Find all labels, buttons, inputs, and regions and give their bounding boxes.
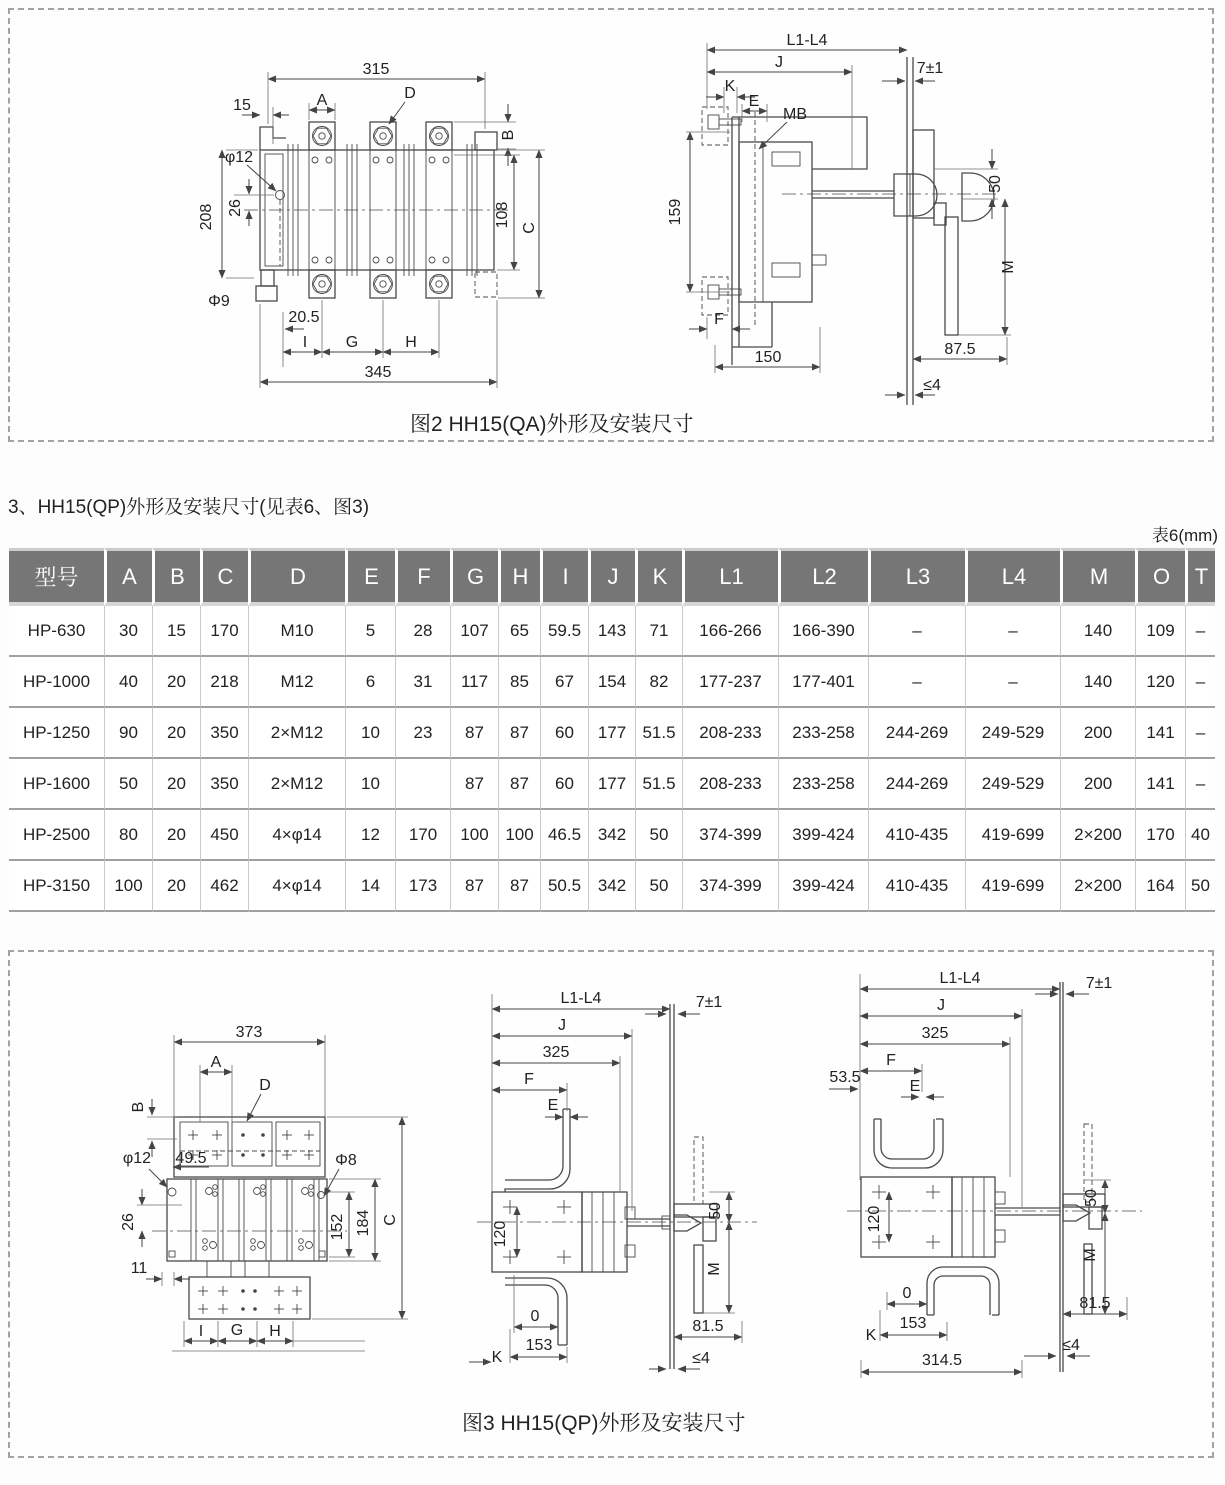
value-cell: 10 bbox=[345, 708, 395, 759]
value-cell: 100 bbox=[498, 810, 540, 861]
value-cell: 166-266 bbox=[682, 606, 778, 657]
dimension-label: 325 bbox=[921, 1025, 949, 1042]
value-cell: 233-258 bbox=[778, 759, 868, 810]
mounting-panel bbox=[907, 57, 913, 405]
dimension-label: φ12 bbox=[224, 149, 254, 166]
model-cell: HP-630 bbox=[9, 606, 104, 657]
dimension-label: J bbox=[775, 54, 783, 71]
dimension-label: 120 bbox=[866, 1205, 883, 1233]
dimension-label: G bbox=[230, 1322, 244, 1339]
dimension-label: L1-L4 bbox=[560, 990, 602, 1007]
value-cell: 177 bbox=[588, 759, 635, 810]
value-cell: 82 bbox=[635, 657, 682, 708]
mounting-panel bbox=[670, 1004, 674, 1369]
dimension-label: A bbox=[316, 92, 328, 109]
dimension-label: 184 bbox=[355, 1209, 372, 1237]
value-cell: 71 bbox=[635, 606, 682, 657]
value-cell: 15 bbox=[152, 606, 200, 657]
value-cell: 200 bbox=[1060, 708, 1135, 759]
dimension-label: 26 bbox=[120, 1213, 137, 1231]
model-cell: HP-3150 bbox=[9, 861, 104, 912]
value-cell: 80 bbox=[104, 810, 152, 861]
column-header: L2 bbox=[778, 548, 868, 606]
dimension-label: ≤4 bbox=[692, 1350, 710, 1367]
shaft-and-handle bbox=[627, 1137, 717, 1313]
dimension-label: 0 bbox=[902, 1285, 912, 1302]
value-cell: 46.5 bbox=[540, 810, 588, 861]
bottom-terminal-block bbox=[189, 1261, 310, 1319]
value-cell: 28 bbox=[395, 606, 450, 657]
dimension-label: C bbox=[521, 222, 538, 234]
bolt-assemblies bbox=[702, 107, 741, 315]
dimension-label: φ12 bbox=[122, 1150, 152, 1167]
value-cell: 399-424 bbox=[778, 861, 868, 912]
value-cell: 244-269 bbox=[868, 708, 965, 759]
value-cell: 154 bbox=[588, 657, 635, 708]
model-cell: HP-1000 bbox=[9, 657, 104, 708]
value-cell: 2×M12 bbox=[248, 759, 345, 810]
value-cell: 40 bbox=[104, 657, 152, 708]
dimension-label: 150 bbox=[754, 349, 782, 366]
value-cell: 140 bbox=[1060, 606, 1135, 657]
value-cell: 10 bbox=[345, 759, 395, 810]
dimension-label: 345 bbox=[364, 364, 392, 381]
upper-bracket bbox=[505, 1109, 570, 1192]
value-cell: 31 bbox=[395, 657, 450, 708]
value-cell: 87 bbox=[450, 861, 498, 912]
column-header: M bbox=[1060, 548, 1135, 606]
dimension-label: 208 bbox=[198, 203, 215, 231]
value-cell: 374-399 bbox=[682, 861, 778, 912]
value-cell: 87 bbox=[450, 708, 498, 759]
lower-u-bracket bbox=[927, 1267, 999, 1315]
value-cell: 117 bbox=[450, 657, 498, 708]
value-cell: 177 bbox=[588, 708, 635, 759]
column-header: I bbox=[540, 548, 588, 606]
model-cell: HP-2500 bbox=[9, 810, 104, 861]
dimension-label: 373 bbox=[235, 1024, 263, 1041]
dimension-label: ≤4 bbox=[923, 377, 941, 394]
value-cell: M10 bbox=[248, 606, 345, 657]
value-cell: 5 bbox=[345, 606, 395, 657]
value-cell: 173 bbox=[395, 861, 450, 912]
dimension-label: I bbox=[198, 1323, 204, 1340]
value-cell: 249-529 bbox=[965, 708, 1060, 759]
dimension-label: K bbox=[491, 1349, 503, 1366]
model-cell: HP-1600 bbox=[9, 759, 104, 810]
value-cell: – bbox=[868, 606, 965, 657]
column-header: L4 bbox=[965, 548, 1060, 606]
mounting-panel bbox=[1060, 982, 1063, 1372]
figure3-panel bbox=[8, 950, 1214, 1458]
dimension-label: Φ9 bbox=[208, 293, 230, 310]
dimension-label: 81.5 bbox=[692, 1318, 724, 1335]
table-unit-note: 表6(mm) bbox=[1151, 526, 1218, 545]
value-cell: 50 bbox=[1185, 861, 1215, 912]
dimension-label: M bbox=[1082, 1248, 1099, 1262]
dimension-label: F bbox=[524, 1071, 534, 1088]
dimensions bbox=[137, 1035, 408, 1351]
value-cell: 100 bbox=[450, 810, 498, 861]
table-row bbox=[9, 708, 1215, 759]
value-cell: 23 bbox=[395, 708, 450, 759]
dimension-label: MB bbox=[783, 106, 807, 123]
value-cell: 59.5 bbox=[540, 606, 588, 657]
value-cell: 374-399 bbox=[682, 810, 778, 861]
column-header: 型号 bbox=[9, 548, 104, 606]
dimension-label: 152 bbox=[329, 1213, 346, 1241]
dimension-label: 159 bbox=[667, 198, 684, 226]
column-header: J bbox=[588, 548, 635, 606]
dimension-label: 120 bbox=[492, 1220, 509, 1248]
value-cell: 120 bbox=[1135, 657, 1185, 708]
dimension-label: F bbox=[886, 1052, 896, 1069]
dimension-label: 153 bbox=[899, 1315, 927, 1332]
value-cell: – bbox=[868, 657, 965, 708]
shaft-and-handle bbox=[995, 1124, 1105, 1314]
table-row bbox=[9, 810, 1215, 861]
value-cell: 200 bbox=[1060, 759, 1135, 810]
value-cell: 67 bbox=[540, 657, 588, 708]
dimension-label: ≤4 bbox=[1062, 1337, 1080, 1354]
figure3-side-view-drawing-1 bbox=[457, 969, 817, 1384]
dimension-label: 153 bbox=[525, 1337, 553, 1354]
value-cell: 208-233 bbox=[682, 759, 778, 810]
table-row bbox=[9, 759, 1215, 810]
value-cell: 450 bbox=[200, 810, 248, 861]
column-header: B bbox=[152, 548, 200, 606]
shaft-and-handle bbox=[812, 130, 994, 335]
value-cell: 12 bbox=[345, 810, 395, 861]
table-row bbox=[9, 657, 1215, 708]
dimension-label: 314.5 bbox=[921, 1352, 963, 1369]
dimension-label: 81.5 bbox=[1079, 1295, 1111, 1312]
dimension-label: 11 bbox=[130, 1260, 148, 1277]
dimension-table bbox=[9, 548, 1215, 912]
model-cell: HP-1250 bbox=[9, 708, 104, 759]
value-cell: – bbox=[965, 657, 1060, 708]
table-row bbox=[9, 606, 1215, 657]
value-cell: 208-233 bbox=[682, 708, 778, 759]
value-cell: 410-435 bbox=[868, 861, 965, 912]
dimension-label: 0 bbox=[530, 1308, 540, 1325]
value-cell: 90 bbox=[104, 708, 152, 759]
dimension-label: H bbox=[405, 334, 417, 351]
figure2-caption: 图2 HH15(QA)外形及安装尺寸 bbox=[410, 413, 694, 436]
column-header: E bbox=[345, 548, 395, 606]
value-cell: – bbox=[1185, 708, 1215, 759]
dimension-label: 53.5 bbox=[829, 1069, 861, 1086]
value-cell: 65 bbox=[498, 606, 540, 657]
value-cell: 170 bbox=[395, 810, 450, 861]
value-cell: 177-237 bbox=[682, 657, 778, 708]
dimension-label: B bbox=[500, 129, 517, 141]
dimension-label: D bbox=[404, 85, 416, 102]
figure3-front-view-drawing bbox=[97, 989, 447, 1364]
figure3-side-view-drawing-2 bbox=[827, 952, 1219, 1387]
dimension-label: G bbox=[345, 334, 359, 351]
column-header: C bbox=[200, 548, 248, 606]
value-cell: 164 bbox=[1135, 861, 1185, 912]
dimension-label: 108 bbox=[494, 201, 511, 229]
dimension-label: J bbox=[558, 1017, 566, 1034]
value-cell: 30 bbox=[104, 606, 152, 657]
switch-body bbox=[256, 127, 497, 301]
value-cell: 2×200 bbox=[1060, 810, 1135, 861]
dimension-label: 7±1 bbox=[916, 60, 944, 77]
value-cell: 166-390 bbox=[778, 606, 868, 657]
dimension-label: A bbox=[210, 1054, 222, 1071]
dimension-label: F bbox=[714, 311, 724, 328]
switch-side-body bbox=[492, 1192, 635, 1272]
value-cell: 141 bbox=[1135, 759, 1185, 810]
dimension-label: J bbox=[937, 997, 945, 1014]
figure2-side-view-drawing bbox=[632, 27, 1062, 419]
dimension-label: H bbox=[269, 1323, 281, 1340]
dimension-label: M bbox=[1000, 260, 1017, 274]
table-header-row bbox=[9, 548, 1215, 606]
dimension-label: I bbox=[302, 334, 308, 351]
dimension-label: 50 bbox=[707, 1202, 724, 1220]
dimension-label: K bbox=[865, 1327, 877, 1344]
dimension-label: L1-L4 bbox=[786, 32, 828, 49]
middle-band bbox=[152, 1179, 347, 1261]
column-header: D bbox=[248, 548, 345, 606]
dimension-label: M bbox=[706, 1262, 723, 1276]
value-cell: 107 bbox=[450, 606, 498, 657]
column-header: L1 bbox=[682, 548, 778, 606]
dimensions bbox=[222, 72, 545, 388]
dimension-label: Φ8 bbox=[335, 1152, 357, 1169]
dimension-label: 50 bbox=[1083, 1189, 1100, 1207]
value-cell: 50 bbox=[635, 810, 682, 861]
column-header: L3 bbox=[868, 548, 965, 606]
value-cell: 100 bbox=[104, 861, 152, 912]
value-cell: 141 bbox=[1135, 708, 1185, 759]
value-cell: 143 bbox=[588, 606, 635, 657]
value-cell: 410-435 bbox=[868, 810, 965, 861]
dimension-label: B bbox=[130, 1101, 147, 1113]
dimension-label: 87.5 bbox=[944, 341, 976, 358]
value-cell: 109 bbox=[1135, 606, 1185, 657]
dimension-label: 7±1 bbox=[1085, 975, 1113, 992]
dimension-label: 15 bbox=[233, 97, 251, 114]
dimension-label: 325 bbox=[542, 1044, 570, 1061]
value-cell: 244-269 bbox=[868, 759, 965, 810]
dimension-label: 49.5 bbox=[175, 1150, 207, 1167]
value-cell: 51.5 bbox=[635, 708, 682, 759]
value-cell: 87 bbox=[498, 759, 540, 810]
value-cell: 249-529 bbox=[965, 759, 1060, 810]
table-row bbox=[9, 861, 1215, 912]
value-cell: M12 bbox=[248, 657, 345, 708]
value-cell: – bbox=[1185, 759, 1215, 810]
value-cell: 350 bbox=[200, 708, 248, 759]
column-header: G bbox=[450, 548, 498, 606]
value-cell: 419-699 bbox=[965, 861, 1060, 912]
value-cell: 14 bbox=[345, 861, 395, 912]
dimension-label: 26 bbox=[227, 199, 244, 217]
dimension-label: L1-L4 bbox=[939, 970, 981, 987]
value-cell: 350 bbox=[200, 759, 248, 810]
value-cell: 4×φ14 bbox=[248, 861, 345, 912]
figure2-panel bbox=[8, 8, 1214, 442]
dimension-label: 50 bbox=[987, 175, 1004, 193]
value-cell: 60 bbox=[540, 759, 588, 810]
value-cell: 4×φ14 bbox=[248, 810, 345, 861]
column-header: H bbox=[498, 548, 540, 606]
value-cell bbox=[395, 759, 450, 810]
dimensions bbox=[829, 974, 1127, 1378]
value-cell: 170 bbox=[1135, 810, 1185, 861]
value-cell: 140 bbox=[1060, 657, 1135, 708]
top-terminal-block bbox=[174, 1117, 325, 1177]
value-cell: – bbox=[965, 606, 1060, 657]
dimension-label: D bbox=[259, 1077, 271, 1094]
dimension-label: E bbox=[547, 1097, 559, 1114]
value-cell: 2×200 bbox=[1060, 861, 1135, 912]
value-cell: – bbox=[1185, 657, 1215, 708]
column-header: O bbox=[1135, 548, 1185, 606]
value-cell: 177-401 bbox=[778, 657, 868, 708]
figure2-front-view-drawing bbox=[192, 32, 612, 404]
value-cell: 87 bbox=[450, 759, 498, 810]
column-header: T bbox=[1185, 548, 1215, 606]
value-cell: 20 bbox=[152, 861, 200, 912]
value-cell: 399-424 bbox=[778, 810, 868, 861]
dimension-label: C bbox=[382, 1214, 399, 1226]
switch-side-body bbox=[732, 112, 867, 365]
column-header: K bbox=[635, 548, 682, 606]
value-cell: 170 bbox=[200, 606, 248, 657]
dimension-label: E bbox=[909, 1078, 921, 1095]
figure3-caption: 图3 HH15(QP)外形及安装尺寸 bbox=[462, 1412, 746, 1435]
value-cell: 51.5 bbox=[635, 759, 682, 810]
section-heading: 3、HH15(QP)外形及安装尺寸(见表6、图3) bbox=[8, 497, 370, 518]
value-cell: 6 bbox=[345, 657, 395, 708]
value-cell: 50 bbox=[635, 861, 682, 912]
dimension-label: 20.5 bbox=[288, 309, 320, 326]
value-cell: 20 bbox=[152, 810, 200, 861]
value-cell: 87 bbox=[498, 861, 540, 912]
value-cell: 40 bbox=[1185, 810, 1215, 861]
value-cell: 342 bbox=[588, 861, 635, 912]
value-cell: 2×M12 bbox=[248, 708, 345, 759]
column-header: F bbox=[395, 548, 450, 606]
value-cell: – bbox=[1185, 606, 1215, 657]
dimension-label: 315 bbox=[362, 61, 390, 78]
dimension-label: 7±1 bbox=[695, 994, 723, 1011]
dimension-label: K bbox=[724, 78, 736, 95]
value-cell: 20 bbox=[152, 708, 200, 759]
value-cell: 50.5 bbox=[540, 861, 588, 912]
value-cell: 50 bbox=[104, 759, 152, 810]
u-channel-bracket bbox=[874, 1119, 943, 1168]
value-cell: 462 bbox=[200, 861, 248, 912]
value-cell: 20 bbox=[152, 657, 200, 708]
value-cell: 342 bbox=[588, 810, 635, 861]
value-cell: 233-258 bbox=[778, 708, 868, 759]
column-header: A bbox=[104, 548, 152, 606]
value-cell: 218 bbox=[200, 657, 248, 708]
value-cell: 20 bbox=[152, 759, 200, 810]
value-cell: 85 bbox=[498, 657, 540, 708]
value-cell: 60 bbox=[540, 708, 588, 759]
dimension-label: E bbox=[748, 93, 760, 110]
value-cell: 419-699 bbox=[965, 810, 1060, 861]
value-cell: 87 bbox=[498, 708, 540, 759]
